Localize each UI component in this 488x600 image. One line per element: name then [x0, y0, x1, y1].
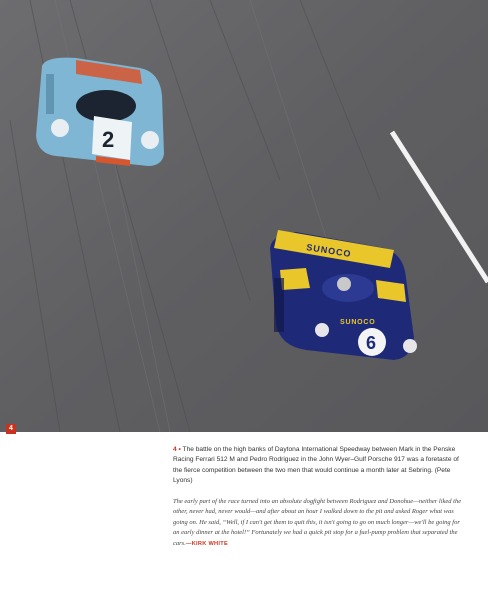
caption-arrow-icon: •	[178, 446, 181, 453]
car2-number: 6	[366, 333, 377, 353]
quote-text: The early part of the race turned into an absolute dogfight between Rodriguez and Donohue—neither liked the other, never had, never would—and after about an hour I walked down to the pit and asked Roger what was going on. He said, “Well, if I can't get them to quit this, it isn't going to go on much longer—we'll be going for an early dinner at the hotel!” Fortunately we had a quick pit stop for a fuel-pump problem that separated the cars.	[173, 498, 462, 547]
nose-sponsor-text: SUNOCO	[340, 319, 376, 326]
wing-sponsor-text: SUNOCO	[305, 242, 353, 260]
car1-number: 2	[102, 127, 115, 152]
sidebar-quote	[173, 497, 465, 549]
gulf-porsche-car	[36, 58, 164, 166]
photo-caption	[173, 445, 463, 487]
caption-text: The battle on the high banks of Daytona International Speedway between Mark in the Penske Racing Ferrari 512 M and Pedro Rodriguez in the John Wyer–Gulf Porsche 917 was a foretaste of the fierce competition between the two men that would continue a month later at Sebring. (Pete Lyons)	[173, 446, 459, 485]
figure-number-badge: 4	[6, 424, 16, 434]
caption-number: 4	[173, 446, 177, 453]
quote-attribution: —KIRK WHITE	[185, 540, 228, 547]
